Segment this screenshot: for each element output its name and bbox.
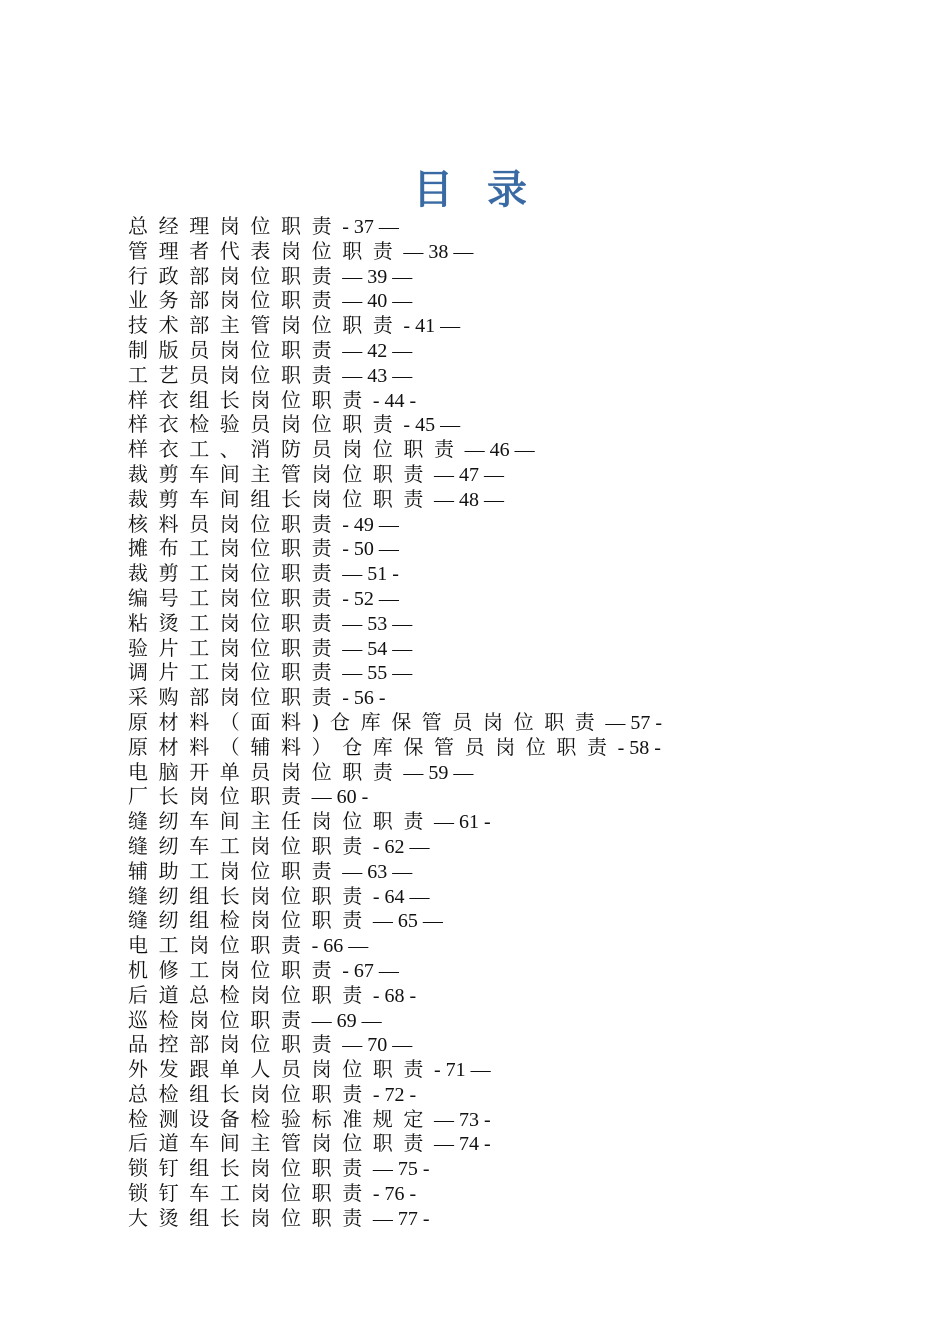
toc-entry-page-number: - 71 — <box>434 1059 491 1082</box>
toc-entry-page-number: - 58 - <box>617 736 661 759</box>
toc-entry-page-number: - 64 — <box>372 885 430 908</box>
toc-entry[interactable] <box>128 1156 908 1181</box>
toc-entry-page-number: — 59 — <box>403 761 474 784</box>
toc-entry[interactable] <box>128 1131 908 1156</box>
toc-entry-title: 缝纫车间主任岗位职责 <box>128 809 434 834</box>
toc-entry-page-number: — 61 - <box>434 811 491 834</box>
toc-entry-page-number: — 54 — <box>342 637 413 660</box>
toc-entry[interactable] <box>128 983 908 1008</box>
toc-entry-page-number: — 70 — <box>342 1034 413 1057</box>
toc-entry-page-number: — 77 - <box>372 1207 430 1230</box>
toc-entry[interactable] <box>128 660 908 685</box>
toc-entry-page-number: - 49 — <box>342 513 399 536</box>
toc-entry[interactable] <box>128 784 908 809</box>
toc-entry[interactable] <box>128 710 908 735</box>
toc-entry[interactable] <box>128 809 908 834</box>
toc-entry[interactable] <box>128 239 908 264</box>
toc-entry-title: 行政部岗位职责 <box>128 263 343 288</box>
toc-entry-page-number: — 38 — <box>403 240 474 263</box>
toc-entry-title: 样衣工、消防员岗位职责 <box>128 437 465 462</box>
toc-entry-title: 后道车间主管岗位职责 <box>128 1131 434 1156</box>
toc-entry-title: 业务部岗位职责 <box>128 288 343 313</box>
toc-entry-title: 机修工岗位职责 <box>128 957 343 982</box>
toc-entry-page-number: - 41 — <box>403 315 461 338</box>
toc-entry[interactable] <box>128 611 908 636</box>
toc-entry[interactable] <box>128 636 908 661</box>
toc-entry-page-number: — 74 - <box>434 1133 491 1156</box>
toc-entry[interactable] <box>128 214 908 239</box>
toc-entry-title: 调片工岗位职责 <box>128 660 343 685</box>
toc-entry-title: 验片工岗位职责 <box>128 635 343 660</box>
toc-entry-page-number: - 45 — <box>403 414 461 437</box>
toc-entry-page-number: - 62 — <box>372 835 430 858</box>
toc-entry[interactable] <box>128 313 908 338</box>
toc-entry-page-number: - 44 - <box>372 389 417 412</box>
toc-entry[interactable] <box>128 264 908 289</box>
toc-entry-page-number: - 66 — <box>311 935 369 958</box>
toc-entry-page-number: — 39 — <box>342 265 413 288</box>
toc-entry-title: 裁剪车间组长岗位职责 <box>128 486 434 511</box>
toc-entry[interactable] <box>128 388 908 413</box>
toc-entry-title: 后道总检岗位职责 <box>128 982 373 1007</box>
toc-entry-title: 辅助工岗位职责 <box>128 858 343 883</box>
toc-entry-page-number: - 56 - <box>342 687 386 710</box>
toc-entry-title: 裁剪工岗位职责 <box>128 561 343 586</box>
toc-entry-page-number: — 75 - <box>372 1158 430 1181</box>
toc-entry[interactable] <box>128 1032 908 1057</box>
toc-entry[interactable] <box>128 586 908 611</box>
toc-entry-title: 缝纫组长岗位职责 <box>128 883 373 908</box>
toc-entry[interactable] <box>128 760 908 785</box>
toc-entry-title: 技术部主管岗位职责 <box>128 313 404 338</box>
toc-entry[interactable] <box>128 338 908 363</box>
toc-entry-title: 锁钉车工岗位职责 <box>128 1181 373 1206</box>
toc-entry[interactable] <box>128 462 908 487</box>
toc-entry[interactable] <box>128 958 908 983</box>
toc-entry[interactable] <box>128 288 908 313</box>
toc-entry-page-number: — 73 - <box>434 1108 491 1131</box>
toc-entry[interactable] <box>128 685 908 710</box>
toc-entry[interactable] <box>128 1206 908 1231</box>
toc-entry-page-number: - 37 — <box>342 216 399 238</box>
toc-entry-page-number: — 63 — <box>342 860 413 883</box>
toc-entry-page-number: - 50 — <box>342 538 399 561</box>
toc-entry-page-number: — 47 — <box>434 463 504 486</box>
toc-entry-page-number: - 52 — <box>342 587 399 610</box>
toc-entry[interactable] <box>128 412 908 437</box>
toc-entry-title: 摊布工岗位职责 <box>128 536 343 561</box>
toc-entry-page-number: — 51 - <box>342 563 399 586</box>
toc-entry-title: 原材料（辅料）仓库保管员岗位职责 <box>128 734 618 759</box>
toc-entry-title: 总检组长岗位职责 <box>128 1081 373 1106</box>
toc-entry-title: 样衣组长岗位职责 <box>128 387 373 412</box>
toc-entry-page-number: — 48 — <box>434 488 504 511</box>
toc-entry-title: 缝纫车工岗位职责 <box>128 833 373 858</box>
toc-entry-title: 检测设备检验标准规定 <box>128 1106 434 1131</box>
toc-entry-page-number: - 67 — <box>342 959 399 982</box>
toc-entry[interactable] <box>128 561 908 586</box>
toc-entry-title: 粘烫工岗位职责 <box>128 610 343 635</box>
toc-entry[interactable] <box>128 735 908 760</box>
toc-entry[interactable] <box>128 487 908 512</box>
toc-entry-title: 电脑开单员岗位职责 <box>128 759 404 784</box>
toc-entry-page-number: — 53 — <box>342 612 413 635</box>
toc-entry[interactable] <box>128 1181 908 1206</box>
toc-entry-page-number: — 40 — <box>342 290 413 313</box>
toc-entry-page-number: — 57 - <box>605 711 663 734</box>
toc-entry-title: 大烫组长岗位职责 <box>128 1205 373 1230</box>
toc-entry-page-number: — 69 — <box>311 1009 382 1032</box>
toc-entry[interactable] <box>128 1082 908 1107</box>
page-title: 目 录 <box>413 167 537 213</box>
toc-entry-title: 厂长岗位职责 <box>128 784 312 809</box>
toc-entry[interactable] <box>128 1008 908 1033</box>
toc-entry-title: 工艺员岗位职责 <box>128 362 343 387</box>
toc-entry-page-number: — 43 — <box>342 364 413 387</box>
toc-entry-title: 总经理岗位职责 <box>128 214 343 238</box>
toc-entry-page-number: — 42 — <box>342 339 413 362</box>
toc-entry[interactable] <box>128 512 908 537</box>
toc-entry[interactable] <box>128 884 908 909</box>
toc-entry[interactable] <box>128 859 908 884</box>
toc-entry-title: 样衣检验员岗位职责 <box>128 412 404 437</box>
toc-entry-page-number: - 72 - <box>372 1083 417 1106</box>
toc-entry-title: 采购部岗位职责 <box>128 685 343 710</box>
toc-entry[interactable] <box>128 437 908 462</box>
toc-entry[interactable] <box>128 1107 908 1132</box>
toc-entry-title: 制版员岗位职责 <box>128 337 343 362</box>
table-of-contents <box>128 214 908 1231</box>
toc-entry[interactable] <box>128 834 908 859</box>
toc-entry-page-number: — 60 - <box>311 786 369 809</box>
toc-entry-title: 原材料（面料)仓库保管员岗位职责 <box>128 709 606 734</box>
toc-entry-page-number: — 65 — <box>372 910 443 933</box>
toc-entry-title: 电工岗位职责 <box>128 933 312 958</box>
toc-entry-page-number: — 55 — <box>342 662 413 685</box>
toc-entry-title: 外发跟单人员岗位职责 <box>128 1057 434 1082</box>
toc-entry-page-number: - 68 - <box>372 984 417 1007</box>
toc-entry-title: 巡检岗位职责 <box>128 1007 312 1032</box>
toc-entry-title: 缝纫组检岗位职责 <box>128 908 373 933</box>
toc-entry-page-number: - 76 - <box>372 1183 417 1206</box>
toc-entry-title: 锁钉组长岗位职责 <box>128 1156 373 1181</box>
toc-entry[interactable] <box>128 363 908 388</box>
toc-entry-page-number: — 46 — <box>464 439 535 462</box>
toc-entry-title: 核料员岗位职责 <box>128 511 343 536</box>
toc-entry-title: 品控部岗位职责 <box>128 1032 343 1057</box>
toc-entry-title: 裁剪车间主管岗位职责 <box>128 461 434 486</box>
toc-entry[interactable] <box>128 933 908 958</box>
toc-entry[interactable] <box>128 908 908 933</box>
toc-entry-title: 管理者代表岗位职责 <box>128 238 404 263</box>
toc-entry-title: 编号工岗位职责 <box>128 585 343 610</box>
toc-entry[interactable] <box>128 536 908 561</box>
toc-entry[interactable] <box>128 1057 908 1082</box>
